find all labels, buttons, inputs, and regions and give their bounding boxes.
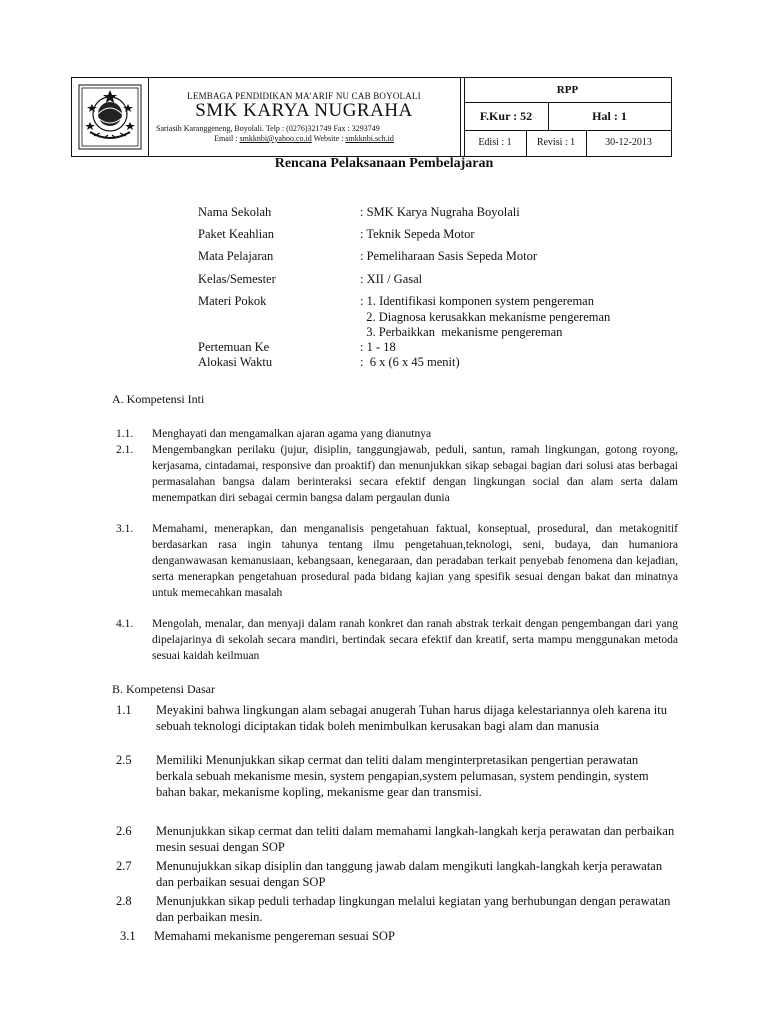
section-heading: B. Kompetensi Dasar xyxy=(112,682,215,696)
website-link[interactable]: smkknbi.sch.id xyxy=(345,134,394,143)
document-header xyxy=(71,77,672,157)
info-value: 2. Diagnosa kerusakkan mekanisme pengereman xyxy=(360,310,611,324)
page-number: Hal : 1 xyxy=(592,109,627,123)
item-number: 3.1 xyxy=(120,929,136,943)
item-text: Menunjukkan sikap peduli terhadap lingkungan melalui kegiatan yang berhubungan dengan perawatan dan perbaikan mesin. xyxy=(156,894,671,924)
info-value: 3. Perbaikkan mekanisme pengereman xyxy=(360,325,563,339)
info-label: Materi Pokok xyxy=(198,294,267,308)
school-logo-icon xyxy=(78,84,142,150)
info-label: Mata Pelajaran xyxy=(198,249,274,263)
info-value: : XII / Gasal xyxy=(360,272,423,286)
info-value: : 1. Identifikasi komponen system pengereman xyxy=(360,294,594,308)
item-text: Menghayati dan mengamalkan ajaran agama yang dianutnya xyxy=(152,428,432,440)
item-text: Mengembangkan perilaku (jujur, disiplin, tanggungjawab, peduli, santun, ramah lingkungan, gotong royong, kerjasama, cintadamai, responsive dan proaktif) dan menunjukkan sikap sebagai bagian dari solusi atas berbagai permasalahan bangsa dalam berinteraksi secara efektif dengan lingkungan social dan alam serta dalam menempatkan diri sebagai cermin bangsa dalam pergaulan dunia xyxy=(152,444,678,504)
website-label: Website : xyxy=(313,134,344,143)
item-number: 1.1. xyxy=(116,428,134,440)
header-divider xyxy=(460,78,461,156)
list-item xyxy=(116,752,678,800)
list-item xyxy=(116,702,678,734)
item-text: Menunujukkan sikap disiplin dan tanggung jawab dalam mengikuti langkah-langkah kerja perawatan dan perbaikan sesuai dengan SOP xyxy=(156,859,663,889)
info-value: : 6 x (6 x 45 menit) xyxy=(360,355,460,369)
item-text: Memiliki Menunjukkan sikap cermat dan teliti dalam menginterpretasikan pengertian perawatan berkala sebuah mekanisme mesin, system pengapian,system pelumasan, system pendingin, system bahan bakar, mekanisme kopling, mekanisme gear dan transmisi. xyxy=(156,753,649,799)
school-address: Sariasih Karanggeneng, Boyolali. Telp : (0276)321749 Fax : 3293749 xyxy=(156,124,380,133)
item-number: 2.8 xyxy=(116,894,132,908)
item-number: 4.1. xyxy=(116,618,134,630)
item-text: Memahami, menerapkan, dan menganalisis pengetahuan faktual, konseptual, prosedural, dan metakognitif berdasarkan rasa ingin tahunya tentang ilmu pengetahuan,teknologi, seni, budaya, dan humaniora denganwawasan kemanusiaan, kebangsaan, kenegaraan, dan peradaban terkait penyebab fenomena dan kejadian, serta menerapkan pengetahuan prosedural pada bidang kajian yang spesifik sesuai dengan bakat dan minatnya untuk memecahkan masalah xyxy=(152,523,678,599)
info-label: Paket Keahlian xyxy=(198,227,275,241)
info-label: Pertemuan Ke xyxy=(198,340,270,354)
list-item xyxy=(116,521,678,601)
list-item xyxy=(116,616,678,664)
list-item xyxy=(120,928,682,944)
item-text: Meyakini bahwa lingkungan alam sebagai anugerah Tuhan harus dijaga kelestariannya oleh karena itu sebuah teknologi diciptakan tidak boleh menimbulkan kerusakan bagi alam dan manusia xyxy=(156,703,667,733)
school-name: SMK KARYA NUGRAHA xyxy=(195,100,413,121)
info-label: Kelas/Semester xyxy=(198,272,276,286)
item-number: 2.5 xyxy=(116,753,132,767)
item-text: Memahami mekanisme pengereman sesuai SOP xyxy=(154,929,395,943)
item-number: 2.1. xyxy=(116,444,134,456)
item-text: Mengolah, menalar, dan menyaji dalam ranah konkret dan ranah abstrak terkait dengan pengembangan dari yang dipelajarinya di sekolah secara mandiri, bertindak secara efektif dan kreatif, serta mampu menggunakan metoda sesuai kaidah keilmuan xyxy=(152,618,678,662)
item-number: 1.1 xyxy=(116,703,132,717)
list-item xyxy=(116,858,678,890)
list-item xyxy=(116,893,678,925)
edition-row xyxy=(464,130,671,156)
info-value: : SMK Karya Nugraha Boyolali xyxy=(360,205,520,219)
list-item xyxy=(116,823,678,855)
list-item xyxy=(116,442,678,506)
institution-name: LEMBAGA PENDIDIKAN MA’ARIF NU CAB BOYOLALI xyxy=(187,91,421,101)
item-number: 3.1. xyxy=(116,523,134,535)
contact-line xyxy=(148,134,460,143)
doc-type: RPP xyxy=(464,78,671,103)
info-label: Alokasi Waktu xyxy=(198,355,273,369)
revision: Revisi : 1 xyxy=(526,130,587,156)
info-label: Nama Sekolah xyxy=(198,205,272,219)
email-label: Email : xyxy=(214,134,238,143)
edition: Edisi : 1 xyxy=(464,130,527,156)
form-code: F.Kur : 52 xyxy=(464,102,549,130)
section-heading: A. Kompetensi Inti xyxy=(112,392,205,406)
item-text: Menunjukkan sikap cermat dan teliti dalam memahami langkah-langkah kerja perawatan dan perbaikan mesin sesuai dengan SOP xyxy=(156,824,675,854)
info-value: : 1 - 18 xyxy=(360,340,396,354)
item-number: 2.6 xyxy=(116,824,132,838)
info-value: : Teknik Sepeda Motor xyxy=(360,227,475,241)
page-title: Rencana Pelaksanaan Pembelajaran xyxy=(274,156,494,171)
item-number: 2.7 xyxy=(116,859,132,873)
info-value: : Pemeliharaan Sasis Sepeda Motor xyxy=(360,249,538,263)
form-code-row xyxy=(464,102,671,131)
email-link[interactable]: smkknbi@yahoo.co.id xyxy=(239,134,312,143)
document-date: 30-12-2013 xyxy=(605,137,652,148)
list-item xyxy=(116,426,678,442)
